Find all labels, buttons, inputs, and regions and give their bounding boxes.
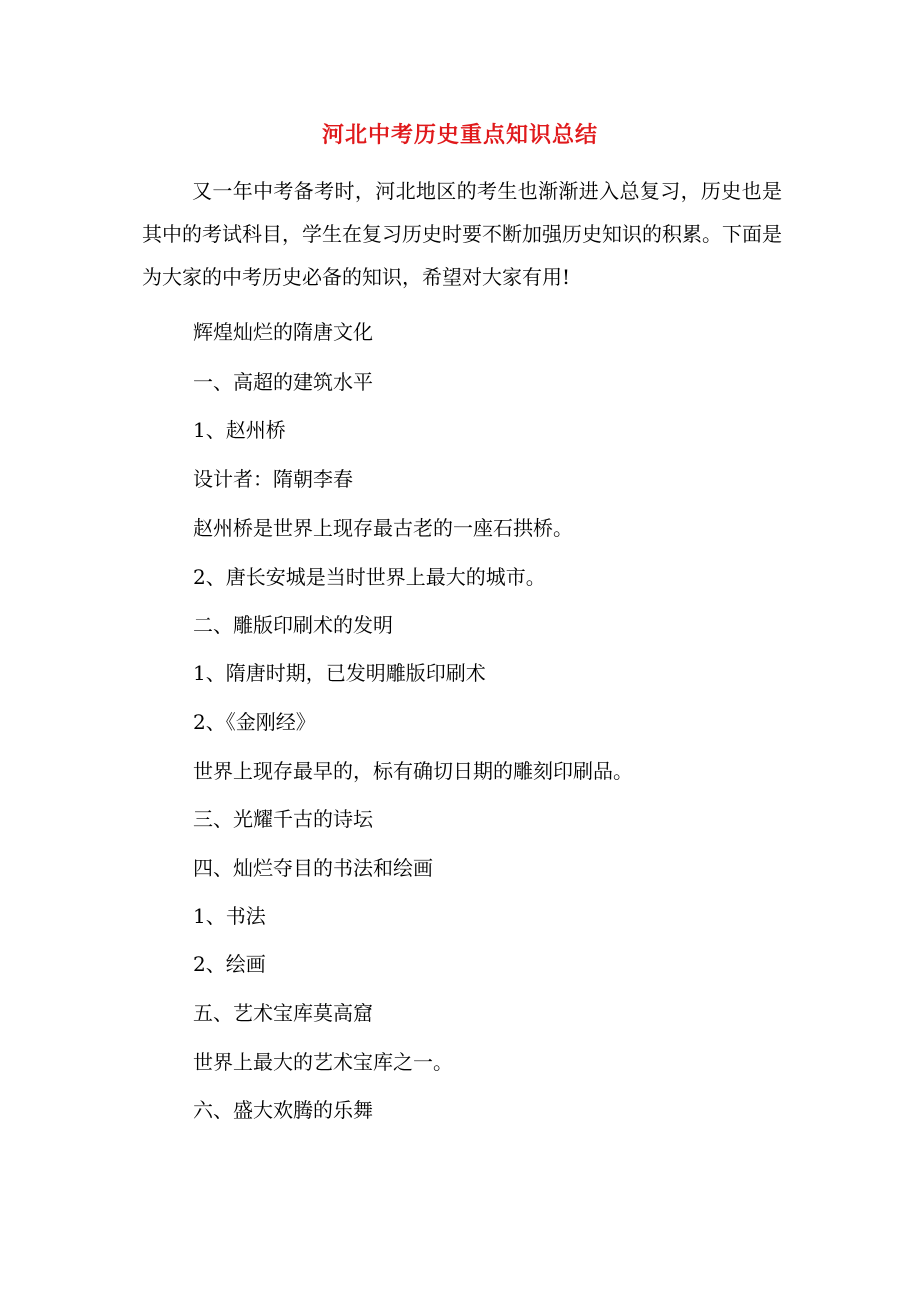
intro-paragraph: 又一年中考备考时，河北地区的考生也渐渐进入总复习，历史也是其中的考试科目，学生在复习历史时要不断加强历史知识的积累。下面是为大家的中考历史必备的知识，希望对大家有用! <box>142 179 782 289</box>
subheading-printing-invention: 1、隋唐时期，已发明雕版印刷术 <box>193 661 486 685</box>
subheading-painting: 2、绘画 <box>193 952 266 976</box>
section-heading-printing: 二、雕版印刷术的发明 <box>193 613 393 637</box>
text-line-earliest-print: 世界上现存最早的，标有确切日期的雕刻印刷品。 <box>193 759 633 783</box>
subheading-zhaozhou-bridge: 1、赵州桥 <box>193 418 286 442</box>
section-heading-calligraphy-painting: 四、灿烂夺目的书法和绘画 <box>193 856 433 880</box>
text-line-bridge-fact: 赵州桥是世界上现存最古老的一座石拱桥。 <box>193 516 573 540</box>
section-heading-architecture: 一、高超的建筑水平 <box>193 370 373 394</box>
subheading-calligraphy: 1、书法 <box>193 904 266 928</box>
document-title: 河北中考历史重点知识总结 <box>321 122 598 148</box>
section-heading-poetry: 三、光耀千古的诗坛 <box>193 807 373 831</box>
section-heading-mogao-caves: 五、艺术宝库莫高窟 <box>193 1001 373 1025</box>
section-heading-sui-tang-culture: 辉煌灿烂的隋唐文化 <box>193 320 373 344</box>
subheading-diamond-sutra: 2、《金刚经》 <box>193 710 316 734</box>
subheading-changan-city: 2、唐长安城是当时世界上最大的城市。 <box>193 565 546 589</box>
section-heading-music-dance: 六、盛大欢腾的乐舞 <box>193 1098 373 1122</box>
text-line-art-treasure: 世界上最大的艺术宝库之一。 <box>193 1050 453 1074</box>
text-line-designer: 设计者：隋朝李春 <box>193 467 353 491</box>
